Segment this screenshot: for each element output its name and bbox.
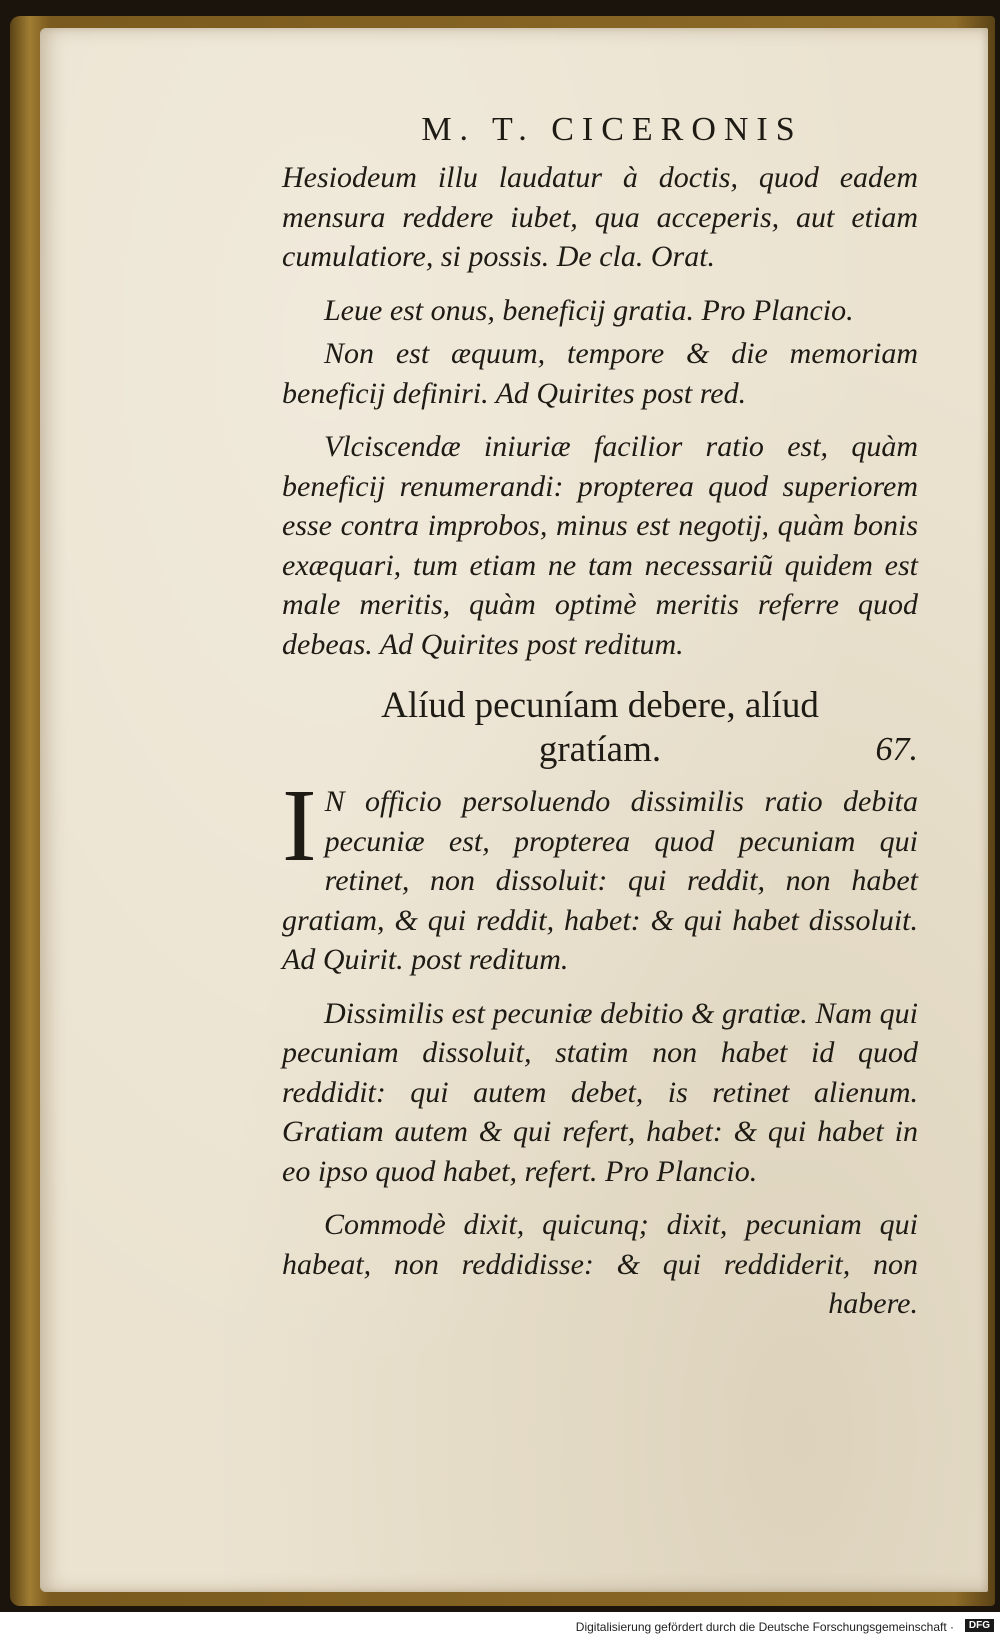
- paragraph-commode-dixit: Commodè dixit, quicunq; dixit, pecuniam qui habeat, non reddidisse: & qui reddiderit, non habere.: [282, 1208, 918, 1320]
- paragraph-in-officio-text: N officio persoluendo dissimilis ratio debita pecuniæ est, propterea quod pecuniam qui retinet, non dissoluit: qui reddit, non habet gratiam, & qui reddit, habet: & qui habet dissoluit. Ad Quirit. post reditum.: [282, 785, 918, 976]
- section-heading-line2: gratíam.: [538, 729, 662, 770]
- paragraph-vlciscendae: Vlciscendæ iniuriæ facilior ratio est, quàm beneficij renumerandi: propterea quod superiorem esse contra improbos, minus est negotij, quàm bonis exæquari, tum etiam ne tam necessariũ quidem est male meritis, quàm optimè meritis referre quod debeas. Ad Quirites post reditum.: [282, 430, 918, 661]
- section-heading: [282, 684, 918, 772]
- digitization-footer: [0, 1612, 1000, 1642]
- paragraph-leue-est-onus: Leue est onus, beneficij gratia. Pro Plancio.: [324, 293, 854, 327]
- paragraph-dissimilis: Dissimilis est pecuniæ debitio & gratiæ. Nam qui pecuniam dissoluit, statim non habet id quod reddidit: qui autem debet, is retinet alienum. Gratiam autem & qui refert, habet: & qui habet in eo ipso quod habet, refert. Pro Plancio.: [282, 996, 918, 1188]
- dfg-logo: DFG: [965, 1619, 994, 1632]
- dropcap-letter: I: [282, 768, 317, 883]
- book-page: [40, 28, 988, 1592]
- section-heading-line2-wrapper: [282, 728, 918, 772]
- section-number: 67.: [875, 731, 918, 768]
- paragraph-hesiod: Hesiodeum illu laudatur à doctis, quod eadem mensura reddere iubet, qua acceperis, aut etiam cumulatiore, si possis. De cla. Orat.: [282, 161, 918, 273]
- paragraph-in-officio: [282, 768, 918, 980]
- paragraph-non-est-aequum: Non est æquum, tempore & die memoriam beneficij definiri. Ad Quirites post red.: [282, 337, 918, 410]
- section-heading-line1: Alíud pecuníam debere, alíud: [381, 685, 819, 726]
- footer-credit-text: Digitalisierung gefördert durch die Deutsche Forschungsgemeinschaft ·: [575, 1620, 954, 1634]
- running-head: M. T. CICERONIS: [421, 111, 803, 148]
- page-content: [282, 108, 918, 1338]
